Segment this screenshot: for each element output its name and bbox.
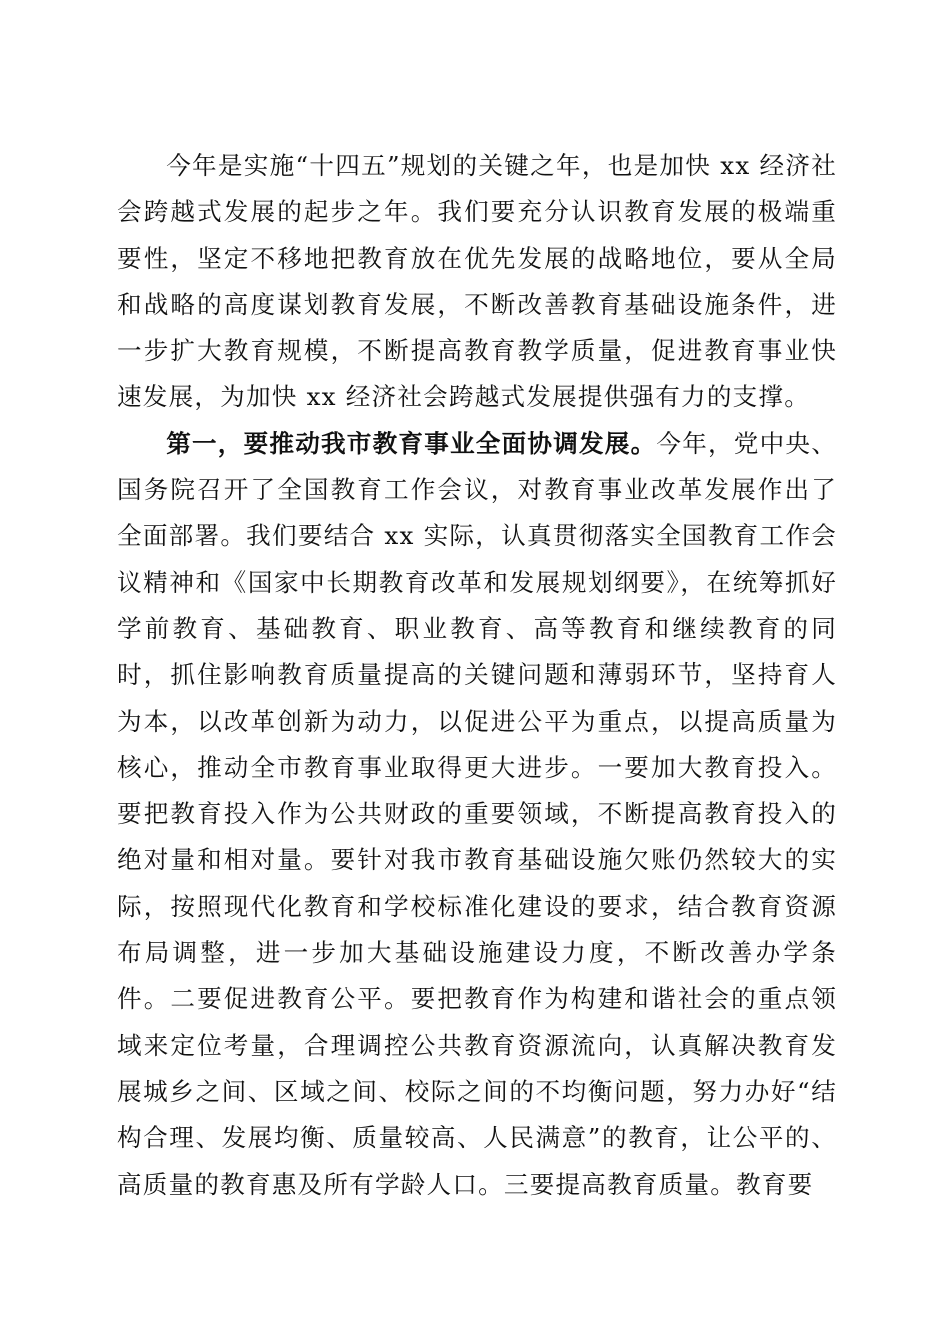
paragraph-intro-text: 今年是实施“十四五”规划的关键之年，也是加快 xx 经济社会跨越式发展的起步之年。我们要充分认识教育发展的极端重要性，坚定不移地把教育放在优先发展的战略地位，要从全局和战略的高度谋划教育发展，不断改善教育基础设施条件，进一步扩大教育规模，不断提高教育教学质量，促进教育事业快速发展，为加快 xx 经济社会跨越式发展提供强有力的支撑。 (117, 151, 837, 412)
paragraph-intro (117, 143, 837, 421)
paragraph-first-point-text: 今年，党中央、国务院召开了全国教育工作会议，对教育事业改革发展作出了全面部署。我们要结合 xx 实际，认真贯彻落实全国教育工作会议精神和《国家中长期教育改革和发展规划纲要》，在统筹抓好学前教育、基础教育、职业教育、高等教育和继续教育的同时，抓住影响教育质量提高的关键问题和薄弱环节，坚持育人为本，以改革创新为动力，以促进公平为重点，以提高质量为核心，推动全市教育事业取得更大进步。一要加大教育投入。要把教育投入作为公共财政的重要领域，不断提高教育投入的绝对量和相对量。要针对我市教育基础设施欠账仍然较大的实际，按照现代化教育和学校标准化建设的要求，结合教育资源布局调整，进一步加大基础设施建设力度，不断改善办学条件。二要促进教育公平。要把教育作为构建和谐社会的重点领域来定位考量，合理调控公共教育资源流向，认真解决教育发展城乡之间、区域之间、校际之间的不均衡问题，努力办好“结构合理、发展均衡、质量较高、人民满意”的教育，让公平的、高质量的教育惠及所有学龄人口。三要提高教育质量。教育要 (117, 428, 837, 1199)
paragraph-first-point-heading: 第一，要推动我市教育事业全面协调发展。 (166, 428, 657, 458)
document-body (117, 143, 837, 1208)
paragraph-first-point (117, 421, 837, 1208)
